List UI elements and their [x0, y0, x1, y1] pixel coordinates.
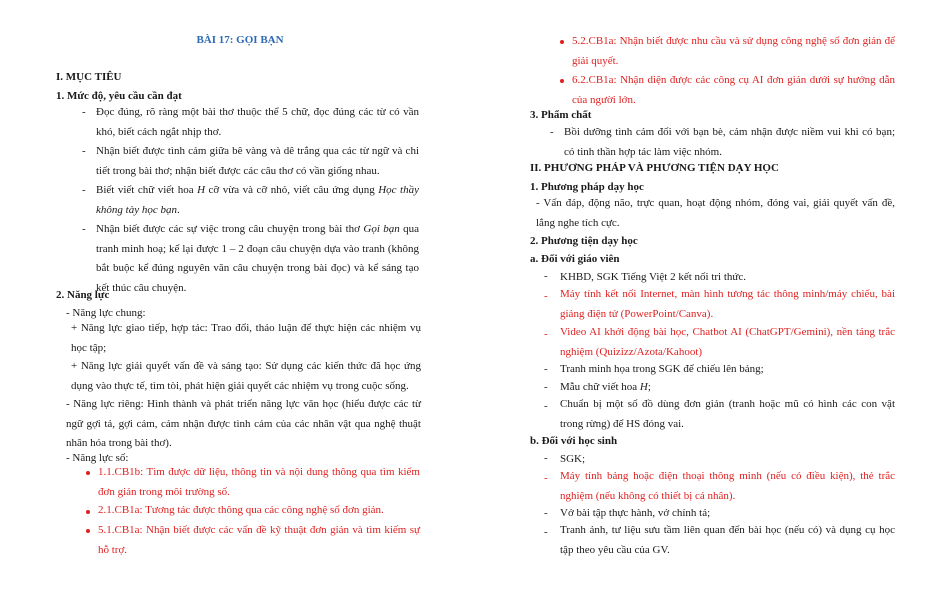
- teaching-methods-text: - Vấn đáp, động não, trực quan, hoạt động nhóm, đóng vai, giải quyết vấn đề, lắng nghe tích cực.: [536, 197, 895, 229]
- teacher-aids-heading: a. Đối với giáo viên: [530, 253, 620, 265]
- objective-story: Nhận biết được các sự việc trong câu chuyện trong bài thơ Gọi bạn qua tranh minh hoạ; kể lại được 1 – 2 đoạn câu chuyện dựa vào tranh (không bắt buộc kể đúng nguyên văn câu chuyện trong bài đọc) và kể sáng tạo kết thúc câu chuyện.: [96, 223, 419, 294]
- red-bullet-icon: [86, 471, 90, 475]
- subsection-requirements: 1. Mức độ, yêu cầu cần đạt: [56, 90, 182, 102]
- lesson-title: BÀI 17: GỌI BẠN: [196, 34, 284, 46]
- digital-competence-3: 5.1.CB1a: Nhận biết được các vấn đề kỹ thuật đơn giản và tìm kiếm sự hỗ trợ.: [98, 524, 420, 556]
- subsection-qualities: 3. Phẩm chất: [530, 109, 592, 121]
- dash-bullet: -: [544, 452, 548, 464]
- specific-competence: - Năng lực riêng: Hình thành và phát triển năng lực văn học (hiểu được các từ ngữ gợi tả, gợi cảm, cảm nhận được tình cảm của các nhân vật qua nghệ thuật nhân hóa trong bài thơ).: [66, 398, 421, 449]
- subsection-teaching-methods: 1. Phương pháp dạy học: [530, 181, 644, 193]
- dash-bullet: -: [544, 328, 548, 340]
- teacher-aid-3: Video AI khởi động bài học, Chatbot AI (ChatGPT/Gemini), nền tảng trắc nghiệm (Quizizz/Azota/Kahoot): [560, 326, 895, 358]
- red-bullet-icon: [86, 510, 90, 514]
- digital-competence-5: 6.2.CB1a: Nhận diện được các công cụ AI đơn giản dưới sự hướng dẫn của người lớn.: [572, 74, 895, 106]
- dash-bullet: -: [82, 223, 86, 235]
- teacher-aid-4: Tranh minh họa trong SGK để chiếu lên bảng;: [560, 363, 764, 375]
- student-aid-3: Vở bài tập thực hành, vở chính tả;: [560, 507, 711, 519]
- dash-bullet: -: [82, 106, 86, 118]
- subsection-competence: 2. Năng lực: [56, 289, 110, 301]
- digital-competence-1: 1.1.CB1b: Tìm được dữ liệu, thông tin và nội dung thông qua tìm kiếm đơn giản trong môi trường số.: [98, 466, 420, 498]
- red-bullet-icon: [86, 529, 90, 533]
- dash-bullet: -: [544, 400, 548, 412]
- dash-bullet: -: [544, 472, 548, 484]
- red-bullet-icon: [560, 79, 564, 83]
- section-objectives: I. MỤC TIÊU: [56, 71, 122, 83]
- general-competence-label: - Năng lực chung:: [66, 307, 146, 319]
- communication-competence: + Năng lực giao tiếp, hợp tác: Trao đổi, thảo luận để thực hiện các nhiệm vụ học tập;: [71, 322, 421, 354]
- dash-bullet: -: [82, 184, 86, 196]
- dash-bullet: -: [544, 507, 548, 519]
- student-aid-1: SGK;: [560, 453, 586, 465]
- dash-bullet: -: [550, 126, 554, 138]
- student-aid-2: Máy tính bảng hoặc điện thoại thông minh (nếu có điều kiện), thẻ trắc nghiệm (nếu không có thiết bị cá nhân).: [560, 470, 895, 502]
- digital-competence-2: 2.1.CB1a: Tương tác được thông qua các công nghệ số đơn giản.: [98, 504, 384, 516]
- problem-solving-competence: + Năng lực giải quyết vấn đề và sáng tạo: Sử dụng các kiến thức đã học ứng dụng vào thực tế, tìm tòi, phát hiện giải quyết các nhiệm vụ trong cuộc sống.: [71, 360, 421, 392]
- section-methods: II. PHƯƠNG PHÁP VÀ PHƯƠNG TIỆN DẠY HỌC: [530, 162, 779, 174]
- dash-bullet: -: [544, 290, 548, 302]
- student-aids-heading: b. Đối với học sinh: [530, 435, 618, 447]
- red-bullet-icon: [560, 40, 564, 44]
- dash-bullet: -: [544, 270, 548, 282]
- objective-reading: Đọc đúng, rõ ràng một bài thơ thuộc thể 5 chữ, đọc đúng các từ có vần khó, biết cách ngắt nhịp thơ.: [96, 106, 419, 138]
- dash-bullet: -: [544, 526, 548, 538]
- dash-bullet: -: [82, 145, 86, 157]
- student-aid-4: Tranh ảnh, tư liệu sưu tầm liên quan đến bài học (nếu có) và dụng cụ học tập theo yêu cầu của GV.: [560, 524, 895, 556]
- objective-feelings: Nhận biết được tình cảm giữa bê vàng và dê trắng qua các từ ngữ và chi tiết trong bài thơ; nhận biết được các câu thơ có vần giống nhau.: [96, 145, 419, 177]
- subsection-teaching-aids: 2. Phương tiện dạy học: [530, 235, 638, 247]
- digital-competence-4: 5.2.CB1a: Nhận biết được nhu cầu và sử dụng công nghệ số đơn giản để giải quyết.: [572, 35, 895, 67]
- qualities-text: Bồi dưỡng tình cảm đối với bạn bè, cảm nhận được niềm vui khi có bạn; có tinh thần hợp tác làm việc nhóm.: [564, 126, 895, 158]
- objective-writing: Biết viết chữ viết hoa H cỡ vừa và cỡ nhỏ, viết câu ứng dụng Học thầy không tày học bạn.: [96, 184, 419, 216]
- teacher-aid-5: Mẫu chữ viết hoa H;: [560, 381, 651, 393]
- dash-bullet: -: [544, 363, 548, 375]
- teacher-aid-1: KHBD, SGK Tiếng Việt 2 kết nối tri thức.: [560, 271, 746, 283]
- teacher-aid-6: Chuẩn bị một số đồ dùng đơn giản (tranh hoặc mũ có hình các con vật trong rừng) để HS đóng vai.: [560, 398, 895, 430]
- digital-competence-label: - Năng lực số:: [66, 452, 129, 464]
- teacher-aid-2: Máy tính kết nối Internet, màn hình tương tác thông minh/máy chiếu, bài giảng điện tử (PowerPoint/Canva).: [560, 288, 895, 320]
- dash-bullet: -: [544, 381, 548, 393]
